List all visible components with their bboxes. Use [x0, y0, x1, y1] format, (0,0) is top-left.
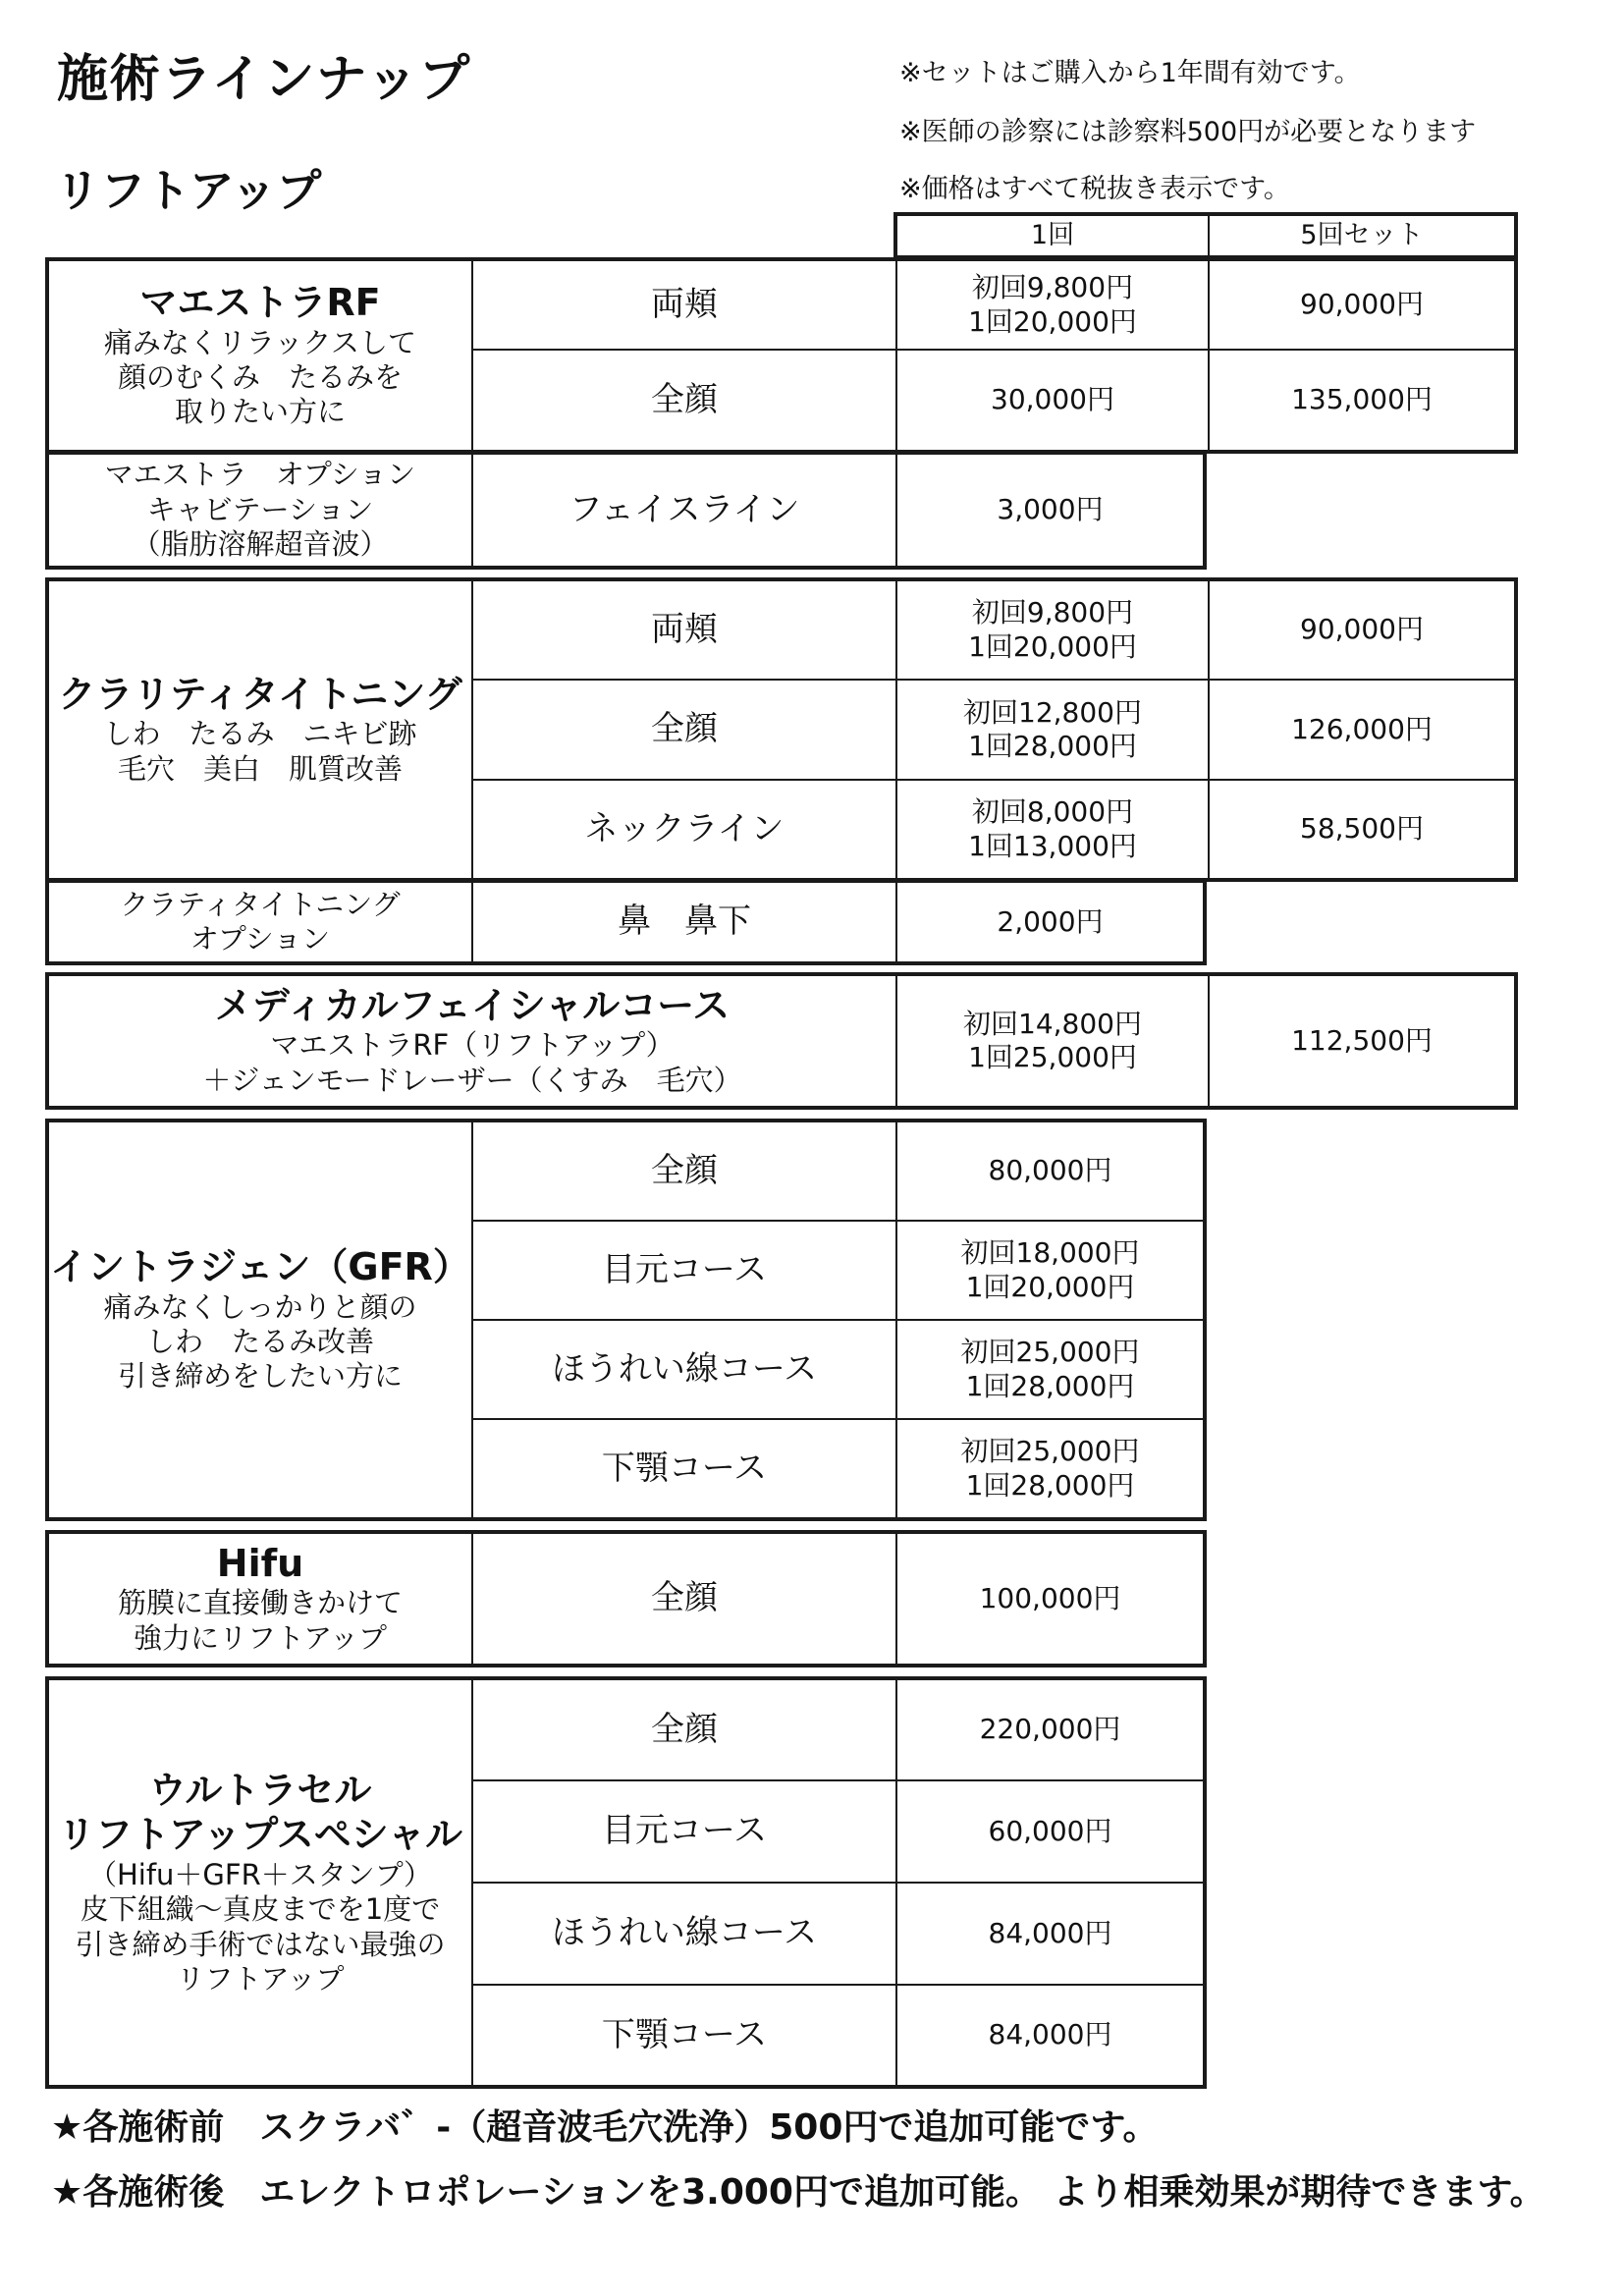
medical-name-cell: [48, 975, 896, 1107]
treatment-name: マエストラRF: [139, 281, 381, 325]
price-cell: 84,000円: [896, 1985, 1204, 2086]
option-name: マエストラ オプション: [104, 458, 416, 492]
treatment-name: Hifu: [216, 1541, 304, 1585]
price-cell: 60,000円: [896, 1780, 1204, 1883]
price-regular: 30,000円: [991, 383, 1114, 416]
price-cell: 100,000円: [896, 1533, 1204, 1665]
price-regular: 1回25,000円: [968, 1041, 1137, 1073]
treatment-name: イントラジェン（GFR）: [50, 1245, 470, 1289]
treatment-name: クラリティタイトニング: [58, 672, 462, 716]
area-cell: 全顔: [472, 1121, 896, 1221]
price-first: 初回14,800円: [963, 1007, 1142, 1040]
area-cell: 目元コース: [472, 1221, 896, 1320]
price-cell: [896, 975, 1209, 1107]
price-cell: 84,000円: [896, 1883, 1204, 1985]
option-name-cell: [48, 454, 472, 567]
price-regular: 1回13,000円: [968, 829, 1137, 862]
area-cell: 目元コース: [472, 1780, 896, 1883]
price-first: 初回8,000円: [971, 795, 1134, 829]
price-regular: 1回20,000円: [968, 629, 1137, 663]
price-first: 初回25,000円: [960, 1435, 1140, 1468]
set-price-cell: 90,000円: [1209, 260, 1515, 350]
header-set: 5回セット: [1209, 215, 1515, 256]
ultracel-block: [45, 1676, 1207, 2089]
footer-note-after: ★各施術後 エレクトロポレーションを3.000円で追加可能。 より相乗効果が期待できます。: [51, 2172, 1545, 2213]
area-cell: 下顎コース: [472, 1419, 896, 1518]
treatment-desc: 痛みなくリラックスして: [103, 325, 417, 359]
price-first: 初回18,000円: [960, 1236, 1140, 1270]
footer-note-before: ★各施術前 スクラバ゛-（超音波毛穴洗浄）500円で追加可能です。: [51, 2107, 1159, 2148]
treatment-desc: リフトアップ: [176, 1961, 345, 1995]
treatment-desc: 取りたい方に: [174, 395, 346, 429]
option-name: （脂肪溶解超音波）: [132, 527, 389, 562]
hifu-name-cell: [48, 1533, 472, 1665]
note-consultation-fee: ※医師の診察には診察料500円が必要となります: [899, 117, 1477, 147]
treatment-name: メディカルフェイシャルコース: [214, 983, 731, 1027]
price-cell: [896, 680, 1209, 780]
price-first: 初回25,000円: [960, 1336, 1140, 1369]
option-name: クラティタイトニング: [120, 887, 401, 921]
area-cell: 全顔: [472, 1679, 896, 1780]
intragen-block: [45, 1119, 1207, 1521]
price-cell: [896, 580, 1209, 680]
option-name: オプション: [189, 922, 331, 956]
area-cell: フェイスライン: [472, 454, 896, 567]
price-regular: 1回20,000円: [968, 304, 1137, 338]
section-subtitle: リフトアップ: [55, 164, 322, 217]
treatment-desc: ＋ジェンモードレーザー（くすみ 毛穴）: [202, 1063, 742, 1097]
clarity-option-block: [45, 879, 1207, 965]
treatment-desc: 引き締め手術ではない最強の: [75, 1927, 446, 1961]
price-cell: [896, 350, 1209, 451]
price-cell: [896, 780, 1209, 879]
price-first: 初回9,800円: [971, 271, 1134, 304]
option-name: キャビテーション: [146, 492, 374, 526]
price-regular: 1回28,000円: [965, 1468, 1135, 1502]
price-cell: 2,000円: [896, 882, 1204, 962]
set-price-cell: 90,000円: [1209, 580, 1515, 680]
price-regular: 1回28,000円: [965, 1369, 1135, 1402]
area-cell: ネックライン: [472, 780, 896, 879]
area-cell: 両頬: [472, 260, 896, 350]
area-cell: ほうれい線コース: [472, 1320, 896, 1419]
set-price-cell: 112,500円: [1209, 975, 1515, 1107]
medical-facial-block: [45, 972, 1518, 1110]
area-cell: 下顎コース: [472, 1985, 896, 2086]
set-price-cell: 126,000円: [1209, 680, 1515, 780]
treatment-desc: 強力にリフトアップ: [133, 1620, 388, 1655]
area-cell: ほうれい線コース: [472, 1883, 896, 1985]
maestra-rf-name-cell: [48, 260, 472, 451]
option-name-cell: [48, 882, 472, 962]
clarity-block: [45, 577, 1518, 882]
price-cell: [896, 260, 1209, 350]
price-cell: [896, 1121, 1204, 1221]
treatment-desc: 皮下組織～真皮までを1度で: [80, 1892, 441, 1927]
treatment-desc: （Hifu＋GFR＋スタンプ）: [87, 1857, 433, 1891]
maestra-rf-block: [45, 257, 1518, 454]
note-tax: ※価格はすべて税抜き表示です。: [899, 174, 1290, 204]
area-cell: 両頬: [472, 580, 896, 680]
treatment-desc: 引き締めをしたい方に: [117, 1359, 403, 1394]
price-header: [893, 212, 1518, 259]
area-cell: 全顔: [472, 680, 896, 780]
clarity-name-cell: [48, 580, 472, 879]
treatment-name: ウルトラセル: [148, 1768, 372, 1812]
area-cell: 鼻 鼻下: [472, 882, 896, 962]
price-cell: 3,000円: [896, 454, 1204, 567]
price-regular: 1回20,000円: [965, 1270, 1135, 1303]
treatment-desc: 毛穴 美白 肌質改善: [117, 751, 403, 786]
treatment-desc: マエストラRF（リフトアップ）: [270, 1028, 675, 1063]
area-cell: 全顔: [472, 350, 896, 451]
set-price-cell: 58,500円: [1209, 780, 1515, 879]
area-cell: 全顔: [472, 1533, 896, 1665]
treatment-desc: しわ たるみ ニキビ跡: [103, 717, 417, 751]
maestra-option-block: [45, 451, 1207, 570]
price-cell: [896, 1320, 1204, 1419]
price-first: 初回9,800円: [971, 596, 1134, 629]
price-cell: [896, 1419, 1204, 1518]
price-first: 初回12,800円: [963, 695, 1142, 729]
treatment-desc: 顔のむくみ たるみを: [117, 360, 403, 395]
note-set-validity: ※セットはご購入から1年間有効です。: [899, 58, 1361, 88]
header-single: 1回: [896, 215, 1209, 256]
page-title: 施術ラインナップ: [57, 50, 471, 109]
treatment-desc: 筋膜に直接働きかけて: [117, 1586, 403, 1620]
treatment-desc: 痛みなくしっかりと顔の: [103, 1289, 417, 1324]
ultracel-name-cell: [48, 1679, 472, 2086]
set-price-cell: 135,000円: [1209, 350, 1515, 451]
price-cell: 220,000円: [896, 1679, 1204, 1780]
hifu-block: [45, 1530, 1207, 1667]
intragen-name-cell: [48, 1121, 472, 1518]
price-regular: 1回28,000円: [968, 730, 1137, 762]
treatment-name: リフトアップスペシャル: [58, 1813, 462, 1857]
treatment-desc: しわ たるみ改善: [145, 1325, 374, 1359]
price-regular: 80,000円: [988, 1154, 1112, 1187]
price-cell: [896, 1221, 1204, 1320]
